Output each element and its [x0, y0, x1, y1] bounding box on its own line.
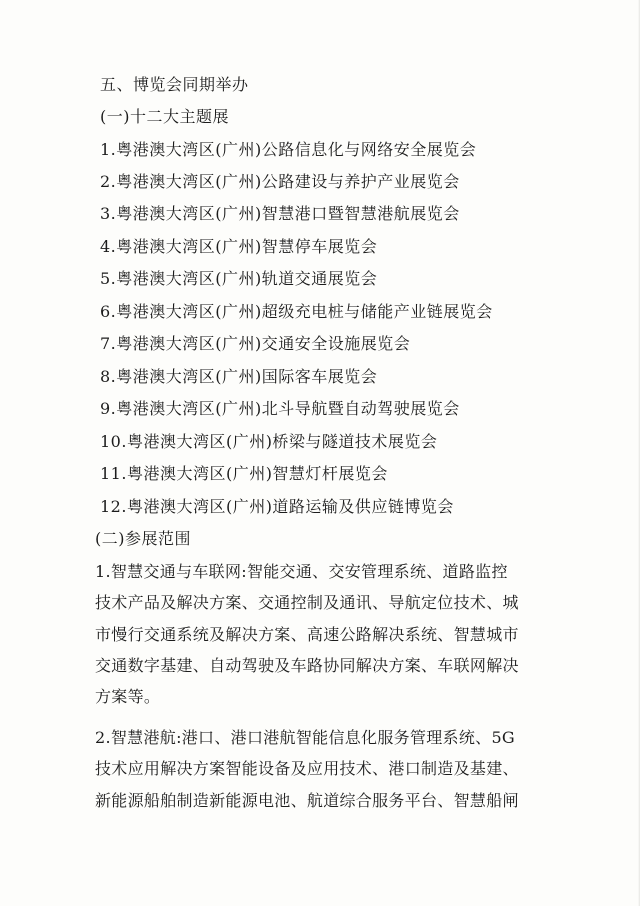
- paragraph-line: 新能源船舶制造新能源电池、航道综合服务平台、智慧船闸: [95, 790, 519, 810]
- list-item: 11.粤港澳大湾区(广州)智慧灯杆展览会: [100, 464, 388, 483]
- list-item: 1.粤港澳大湾区(广州)公路信息化与网络安全展览会: [100, 140, 477, 159]
- list-item: 4.粤港澳大湾区(广州)智慧停车展览会: [100, 237, 378, 256]
- list-item: 3.粤港澳大湾区(广州)智慧港口暨智慧港航展览会: [100, 204, 460, 223]
- list-item: 12.粤港澳大湾区(广州)道路运输及供应链博览会: [100, 497, 454, 516]
- list-item: 9.粤港澳大湾区(广州)北斗导航暨自动驾驶展览会: [100, 399, 460, 418]
- list-item: 2.粤港澳大湾区(广州)公路建设与养护产业展览会: [100, 172, 460, 191]
- list-item: 7.粤港澳大湾区(广州)交通安全设施展览会: [100, 334, 411, 353]
- paragraph-line: 2.智慧港航:港口、港口港航智能信息化服务管理系统、5G: [95, 728, 516, 747]
- subsection-heading-themes: (一)十二大主题展: [100, 107, 229, 126]
- section-heading: 五、博览会同期举办: [100, 75, 249, 94]
- list-item: 6.粤港澳大湾区(广州)超级充电桩与储能产业链展览会: [100, 302, 493, 321]
- list-item: 10.粤港澳大湾区(广州)桥梁与隧道技术展览会: [100, 432, 438, 451]
- paragraph-smart-traffic: [95, 562, 545, 718]
- paragraph-line: 交通数字基建、自动驾驶及车路协同解决方案、车联网解决: [95, 655, 519, 675]
- list-item: 8.粤港澳大湾区(广州)国际客车展览会: [100, 367, 378, 386]
- paragraph-smart-port: [95, 728, 545, 822]
- list-item: 5.粤港澳大湾区(广州)轨道交通展览会: [100, 269, 378, 288]
- paragraph-line: 方案等。: [95, 687, 161, 707]
- paragraph-line: 市慢行交通系统及解决方案、高速公路解决系统、智慧城市: [95, 624, 519, 644]
- paragraph-line: 1.智慧交通与车联网:智能交通、交安管理系统、道路监控: [95, 562, 508, 581]
- paragraph-line: 技术应用解决方案智能设备及应用技术、港口制造及基建、: [95, 759, 519, 779]
- paragraph-line: 技术产品及解决方案、交通控制及通讯、导航定位技术、城: [95, 593, 519, 613]
- subsection-heading-scope: (二)参展范围: [95, 529, 191, 548]
